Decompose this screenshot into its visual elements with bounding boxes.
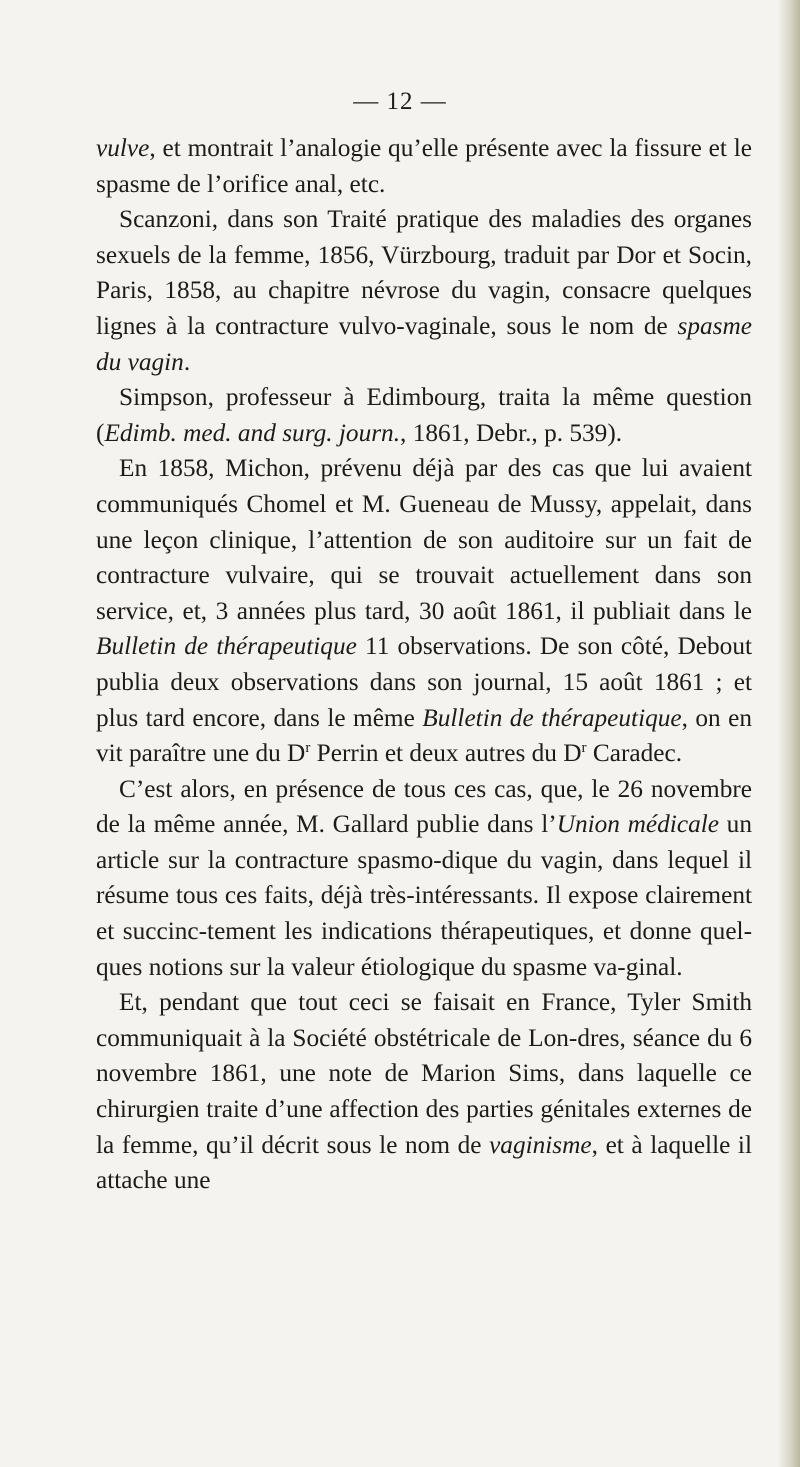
superscript: r (581, 740, 587, 757)
italic-text: vulve (96, 134, 150, 162)
italic-text: Bulletin de thérapeutique (422, 703, 682, 732)
text-segment: . (183, 347, 191, 376)
text-segment: , 1861, Debr., p. 539). (400, 418, 623, 447)
superscript: r (305, 740, 311, 757)
paragraph-4 (96, 451, 752, 771)
text-segment: , on en vit paraître une du D (96, 703, 752, 768)
paragraph-2 (96, 202, 752, 380)
text-segment: un article sur la contracture spasmo-dique du vagin, dans lequel il résume tous ces faits, déjà très-intéressants. Il expose clairement et succinc-tement les indications thérapeutiques, et donne quel-ques notions sur la valeur étiologique du spasme va-ginal. (96, 810, 752, 981)
page-edge-shadow (778, 0, 800, 1467)
italic-text: Union médicale (556, 810, 719, 839)
italic-text: vaginisme (489, 1130, 592, 1159)
paragraph-6 (96, 985, 752, 1199)
body-text (96, 131, 752, 1199)
text-segment: En 1858, Michon, prévenu déjà par des cas que lui avaient communiqués Chomel et M. Gueneau de Mussy, appelait, dans une leçon clinique, l’attention de son auditoire sur un fait de contracture vulvaire, qui se trouvait actuellement dans son service, et, 3 années plus tard, 30 août 1861, il publiait dans le (96, 454, 752, 625)
page-number: — 12 — (353, 88, 447, 115)
italic-text: Bulletin de thérapeutique (96, 632, 357, 661)
text-segment: Caradec. (586, 739, 683, 768)
text-segment: 11 observations. De son côté, Debout publia deux observations dans son journal, 15 août 1861 ; et plus tard encore, dans le même (96, 632, 752, 732)
text-segment: Simpson, professeur à Edimbourg, traita la même question ( (96, 383, 752, 447)
text-segment: , et montrait l’analogie qu’elle présente avec la fissure et le spasme de l’orifice anal, etc. (96, 134, 752, 198)
paragraph-5 (96, 772, 752, 986)
text-segment: , et à laquelle il attache une (96, 1130, 752, 1195)
text-segment: Perrin et deux autres du D (310, 739, 582, 768)
text-segment: Scanzoni, dans son Traité pratique des maladies des organes sexuels de la femme, 1856, Vürzbourg, traduit par Dor et Socin, Paris, 1858, au chapitre névrose du vagin, consacre quelques lignes à la contracture vulvo-vaginale, sous le nom de (96, 205, 752, 340)
text-segment: Et, pendant que tout ceci se faisait en France, Tyler Smith communiquait à la Société obstétricale de Lon-dres, séance du 6 novembre 1861, une note de Marion Sims, dans laquelle ce chirurgien traite d’une affection des parties génitales externes de la femme, qu’il décrit sous le nom de (96, 988, 752, 1159)
paragraph-3 (96, 380, 752, 451)
text-segment: C’est alors, en présence de tous ces cas, que, le 26 novembre de la même année, M. Gallard publie dans l’ (96, 774, 752, 839)
italic-text: spasme du vagin (96, 311, 752, 376)
italic-text: Edimb. med. and surg. journ. (104, 418, 401, 447)
paragraph-1 (96, 131, 752, 202)
